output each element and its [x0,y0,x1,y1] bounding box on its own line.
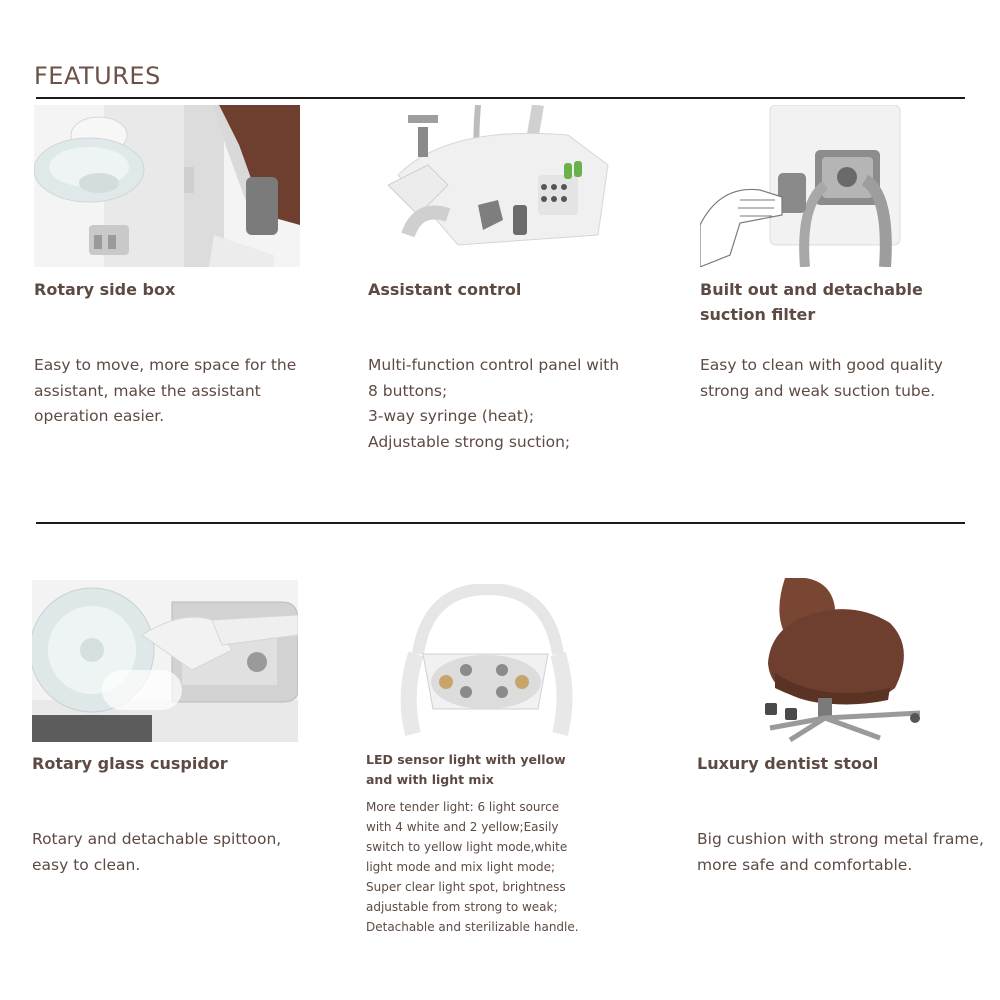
feature-title: Assistant control [368,280,522,299]
section-divider-middle [36,522,965,524]
feature-title: Rotary glass cuspidor [32,754,228,773]
section-divider-top [36,97,965,99]
feature-description: Rotary and detachable spittoon, easy to clean. [32,830,282,874]
section-title: FEATURES [34,62,161,90]
feature-description: Easy to clean with good quality strong and weak suction tube. [700,356,943,400]
feature-description: Big cushion with strong metal frame, more safe and comfortable. [697,830,984,874]
suction-filter-image [700,105,910,267]
feature-description: Easy to move, more space for the assistant, make the assistant operation easier. [34,356,297,425]
feature-title: Built out and detachable suction filter [700,280,923,324]
feature-title: Rotary side box [34,280,176,299]
feature-description: More tender light: 6 light source with 4 white and 2 yellow;Easily switch to yellow light mode,white light mode and mix light mode; Super clear light spot, brightness adjustable from strong to weak; Detachable and sterilizable handle. [366,800,579,934]
feature-description: Multi-function control panel with 8 buttons; 3-way syringe (heat); Adjustable strong suction; [368,356,620,451]
dentist-stool-image [730,578,925,742]
assistant-control-image [388,105,613,267]
feature-title: LED sensor light with yellow and with light mix [366,752,566,787]
glass-cuspidor-image [32,580,298,742]
rotary-side-box-image [34,105,300,267]
led-light-image [398,584,573,740]
feature-title: Luxury dentist stool [697,754,879,773]
